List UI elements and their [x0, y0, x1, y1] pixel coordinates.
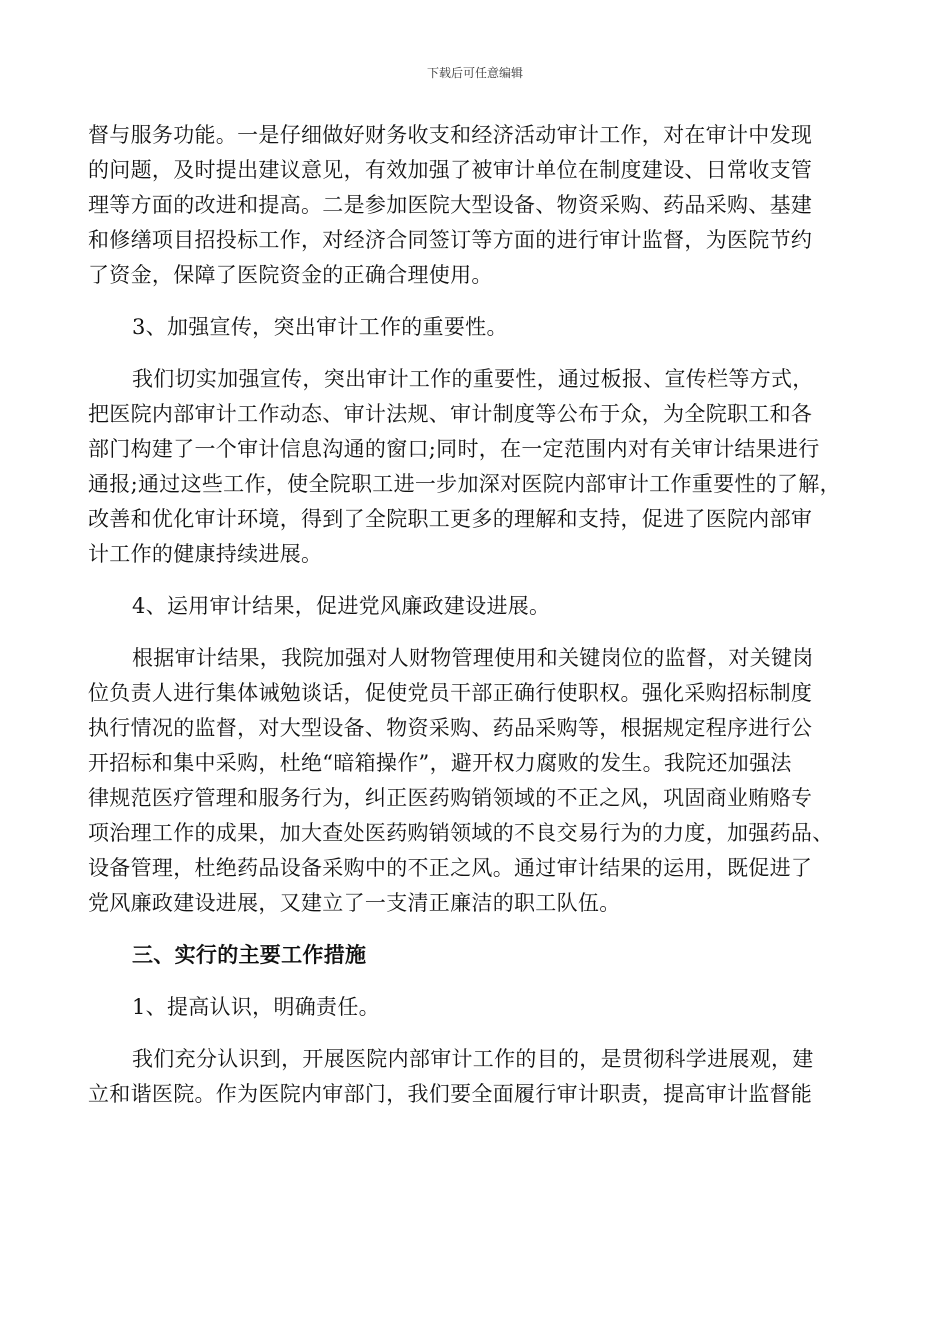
- paragraph-body-2: [88, 362, 858, 572]
- text-line: 通报;通过这些工作，使全院职工进一步加深对医院内部审计工作重要性的了解，: [88, 472, 841, 496]
- paragraph-body-3: [88, 641, 858, 921]
- subheading-4: [88, 589, 858, 624]
- page-header: 下载后可任意编辑: [426, 66, 523, 80]
- text-line: 和修缮项目招投标工作，对经济合同签订等方面的进行审计监督，为医院节约: [88, 228, 813, 252]
- text-line: 律规范医疗管理和服务行为，纠正医药购销领域的不正之风，巩固商业贿赂专: [88, 786, 813, 810]
- section-heading-3: [88, 938, 858, 973]
- subheading-3: [88, 310, 858, 345]
- text-line: 位负责人进行集体诫勉谈话，促使党员干部正确行使职权。强化采购招标制度: [88, 681, 813, 705]
- text-line: 理等方面的改进和提高。二是参加医院大型设备、物资采购、药品采购、基建: [88, 193, 813, 217]
- text-line: 把医院内部审计工作动态、审计法规、审计制度等公布于众，为全院职工和各: [88, 402, 813, 426]
- text-line: 开招标和集中采购，杜绝“暗箱操作”，避开权力腐败的发生。我院还加强法: [88, 751, 792, 775]
- text-line: 立和谐医院。作为医院内审部门，我们要全面履行审计职责，提高审计监督能: [88, 1082, 813, 1106]
- text-line: 的问题，及时提出建议意见，有效加强了被审计单位在制度建设、日常收支管: [88, 158, 813, 182]
- text-line: 我们切实加强宣传，突出审计工作的重要性，通过板报、宣传栏等方式，: [132, 367, 814, 391]
- text-line: 部门构建了一个审计信息沟通的窗口;同时，在一定范围内对有关审计结果进行: [88, 437, 820, 461]
- text-line: 改善和优化审计环境，得到了全院职工更多的理解和支持，促进了医院内部审: [88, 507, 813, 531]
- section-heading-line: 三、实行的主要工作措施: [132, 943, 367, 967]
- text-line: 执行情况的监督，对大型设备、物资采购、药品采购等，根据规定程序进行公: [88, 716, 813, 740]
- text-line: 项治理工作的成果，加大查处医药购销领域的不良交易行为的力度，加强药品、: [88, 821, 834, 845]
- text-line: 计工作的健康持续进展。: [88, 542, 323, 566]
- text-line: 我们充分认识到，开展医院内部审计工作的目的，是贯彻科学进展观，建: [132, 1047, 814, 1071]
- subheading-line: 4、运用审计结果，促进党风廉政建设进展。: [132, 594, 551, 618]
- text-line: 党风廉政建设进展，又建立了一支清正廉洁的职工队伍。: [88, 891, 621, 915]
- paragraph-body-4: [88, 1042, 858, 1112]
- subheading-1: [88, 990, 858, 1025]
- document-body: [88, 118, 858, 1112]
- paragraph-body-1: [88, 118, 858, 293]
- text-line: 了资金，保障了医院资金的正确合理使用。: [88, 263, 493, 287]
- subheading-line: 3、加强宣传，突出审计工作的重要性。: [132, 315, 508, 339]
- text-line: 根据审计结果，我院加强对人财物管理使用和关键岗位的监督，对关键岗: [132, 646, 814, 670]
- subheading-line: 1、提高认识，明确责任。: [132, 995, 380, 1019]
- text-line: 督与服务功能。一是仔细做好财务收支和经济活动审计工作，对在审计中发现: [88, 123, 813, 147]
- text-line: 设备管理，杜绝药品设备采购中的不正之风。通过审计结果的运用，既促进了: [88, 856, 813, 880]
